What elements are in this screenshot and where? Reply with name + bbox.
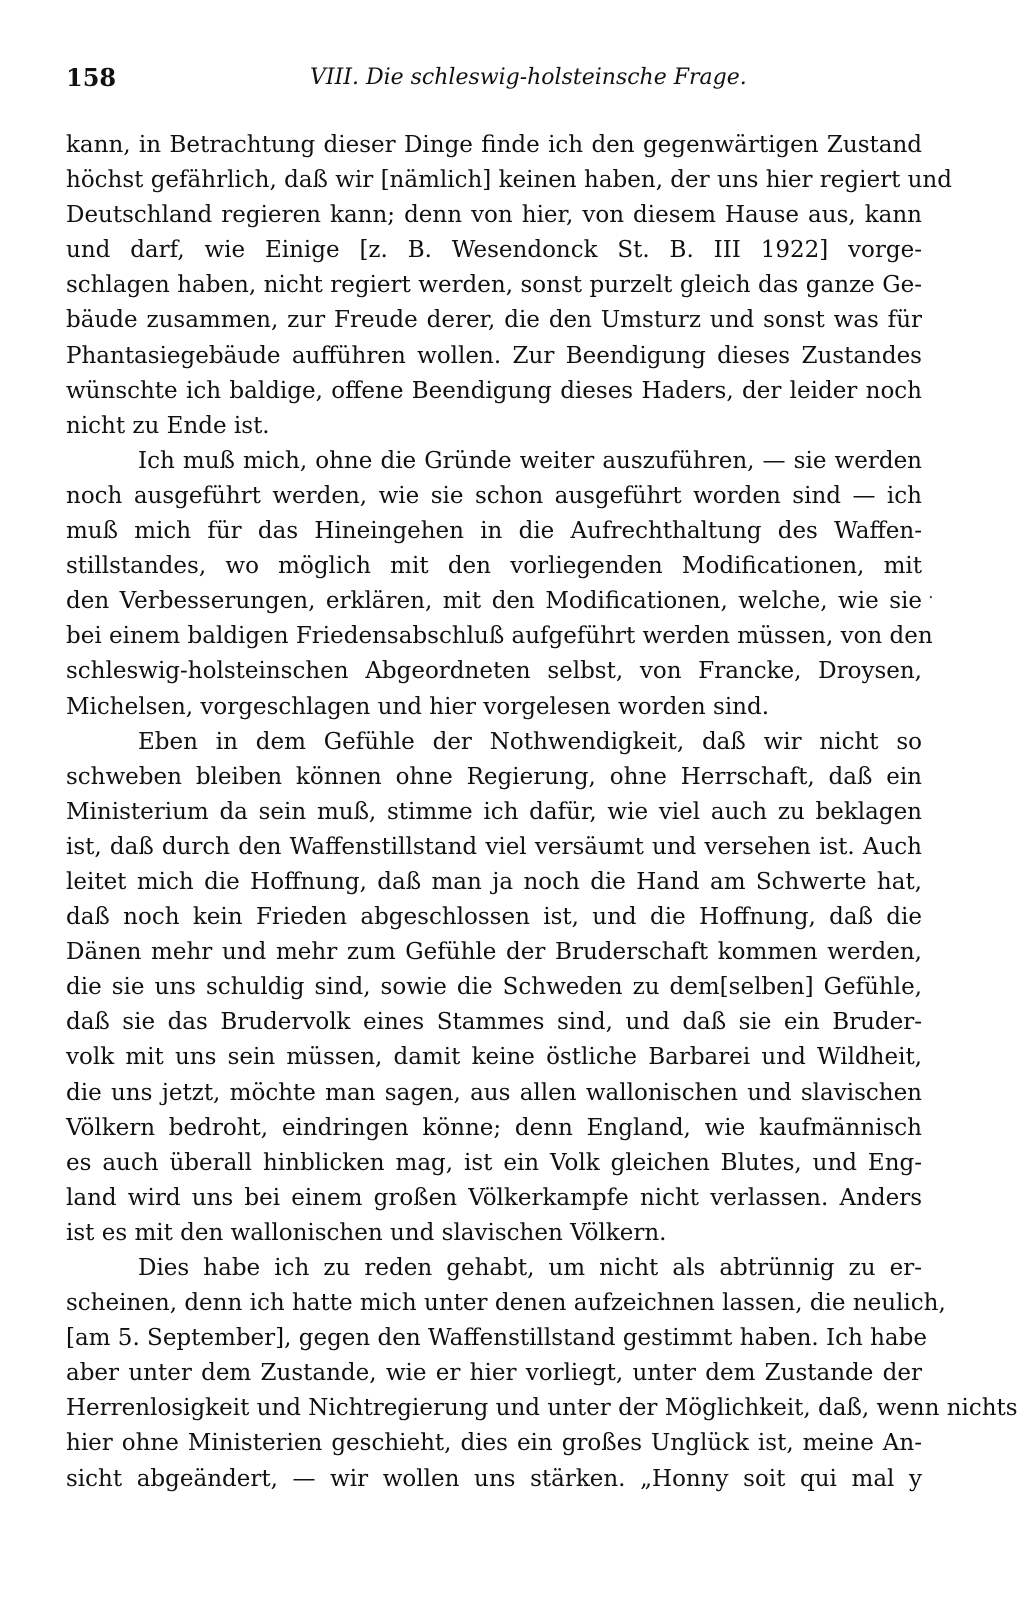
text-line: Ministerium da sein muß, stimme ich dafür, wie viel auch zu beklagen — [66, 798, 922, 825]
text-line: die sie uns schuldig sind, sowie die Schweden zu dem[selben] Gefühle, — [66, 974, 922, 1001]
paragraph — [66, 128, 952, 444]
text-line: muß mich für das Hineingehen in die Aufrechthaltung des Waffen- — [66, 518, 922, 545]
text-line: ist es mit den wallonischen und slavischen Völkern. — [66, 1219, 667, 1246]
text-line: nicht zu Ende ist. — [66, 412, 270, 439]
body-text — [66, 128, 1018, 1497]
text-line: ist, daß durch den Waffenstillstand viel versäumt und versehen ist. Auch — [66, 833, 922, 860]
text-line: höchst gefährlich, daß wir [nämlich] keinen haben, der uns hier regiert und — [66, 167, 952, 194]
paragraph — [66, 1251, 1018, 1497]
text-line: es auch überall hinblicken mag, ist ein Volk gleichen Blutes, und Eng- — [66, 1149, 922, 1176]
text-line: bei einem baldigen Friedensabschluß aufgeführt werden müssen, von den — [66, 623, 933, 650]
text-line: Dies habe ich zu reden gehabt, um nicht als abtrünnig zu er- — [138, 1255, 922, 1281]
text-line: Deutschland regieren kann; denn von hier, von diesem Hause aus, kann — [66, 202, 922, 229]
print-speck: . — [928, 582, 934, 603]
text-line: und darf, wie Einige [z. B. Wesendonck St. B. III 1922] vorge- — [66, 237, 922, 264]
text-line: den Verbesserungen, erklären, mit den Modificationen, welche, wie sie — [66, 588, 922, 615]
paragraph — [66, 444, 933, 725]
text-line: hier ohne Ministerien geschieht, dies ein großes Unglück ist, meine An- — [66, 1430, 922, 1457]
text-line: schweben bleiben können ohne Regierung, ohne Herrschaft, daß ein — [66, 763, 922, 790]
text-line: daß sie das Brudervolk eines Stammes sind, und daß sie ein Bruder- — [66, 1009, 922, 1036]
text-line: land wird uns bei einem großen Völkerkampfe nicht verlassen. Anders — [66, 1184, 922, 1211]
text-line: wünschte ich baldige, offene Beendigung dieses Haders, der leider noch — [66, 377, 922, 404]
page-number: 158 — [66, 63, 117, 92]
text-line: leitet mich die Hoffnung, daß man ja noch die Hand am Schwerte hat, — [66, 868, 922, 895]
running-title: VIII. Die schleswig-holsteinsche Frage. — [310, 65, 747, 90]
text-line: volk mit uns sein müssen, damit keine östliche Barbarei und Wildheit, — [66, 1044, 922, 1071]
text-line: noch ausgeführt werden, wie sie schon ausgeführt worden sind — ich — [66, 482, 922, 509]
text-line: Herrenlosigkeit und Nichtregierung und unter der Möglichkeit, daß, wenn nichts — [66, 1395, 1018, 1422]
text-line: Dänen mehr und mehr zum Gefühle der Bruderschaft kommen werden, — [66, 939, 922, 966]
text-line: Ich muß mich, ohne die Gründe weiter auszuführen, — sie werden — [138, 447, 922, 474]
text-line: [am 5. September], gegen den Waffenstillstand gestimmt haben. Ich habe — [66, 1325, 927, 1352]
page-header — [66, 60, 922, 100]
text-line: Eben in dem Gefühle der Nothwendigkeit, daß wir nicht so — [138, 728, 922, 755]
text-line: Völkern bedroht, eindringen könne; denn England, wie kaufmännisch — [66, 1114, 922, 1141]
text-line: schlagen haben, nicht regiert werden, sonst purzelt gleich das ganze Ge- — [66, 272, 922, 299]
text-line: schleswig-holsteinschen Abgeordneten selbst, von Francke, Droysen, — [66, 658, 922, 685]
text-line: scheinen, denn ich hatte mich unter denen aufzeichnen lassen, die neulich, — [66, 1290, 946, 1317]
paragraph — [66, 725, 922, 1251]
text-line: sicht abgeändert, — wir wollen uns stärken. „Honny soit qui mal y — [66, 1465, 922, 1492]
text-line: Phantasiegebäude aufführen wollen. Zur Beendigung dieses Zustandes — [66, 342, 922, 369]
text-line: bäude zusammen, zur Freude derer, die den Umsturz und sonst was für — [66, 307, 922, 334]
text-line: daß noch kein Frieden abgeschlossen ist, und die Hoffnung, daß die — [66, 904, 922, 931]
text-line: die uns jetzt, möchte man sagen, aus allen wallonischen und slavischen — [66, 1079, 922, 1106]
text-line: kann, in Betrachtung dieser Dinge finde ich den gegenwärtigen Zustand — [66, 132, 922, 158]
text-line: stillstandes, wo möglich mit den vorliegenden Modificationen, mit — [66, 553, 922, 580]
text-line: Michelsen, vorgeschlagen und hier vorgelesen worden sind. — [66, 693, 770, 720]
text-line: aber unter dem Zustande, wie er hier vorliegt, unter dem Zustande der — [66, 1360, 922, 1387]
